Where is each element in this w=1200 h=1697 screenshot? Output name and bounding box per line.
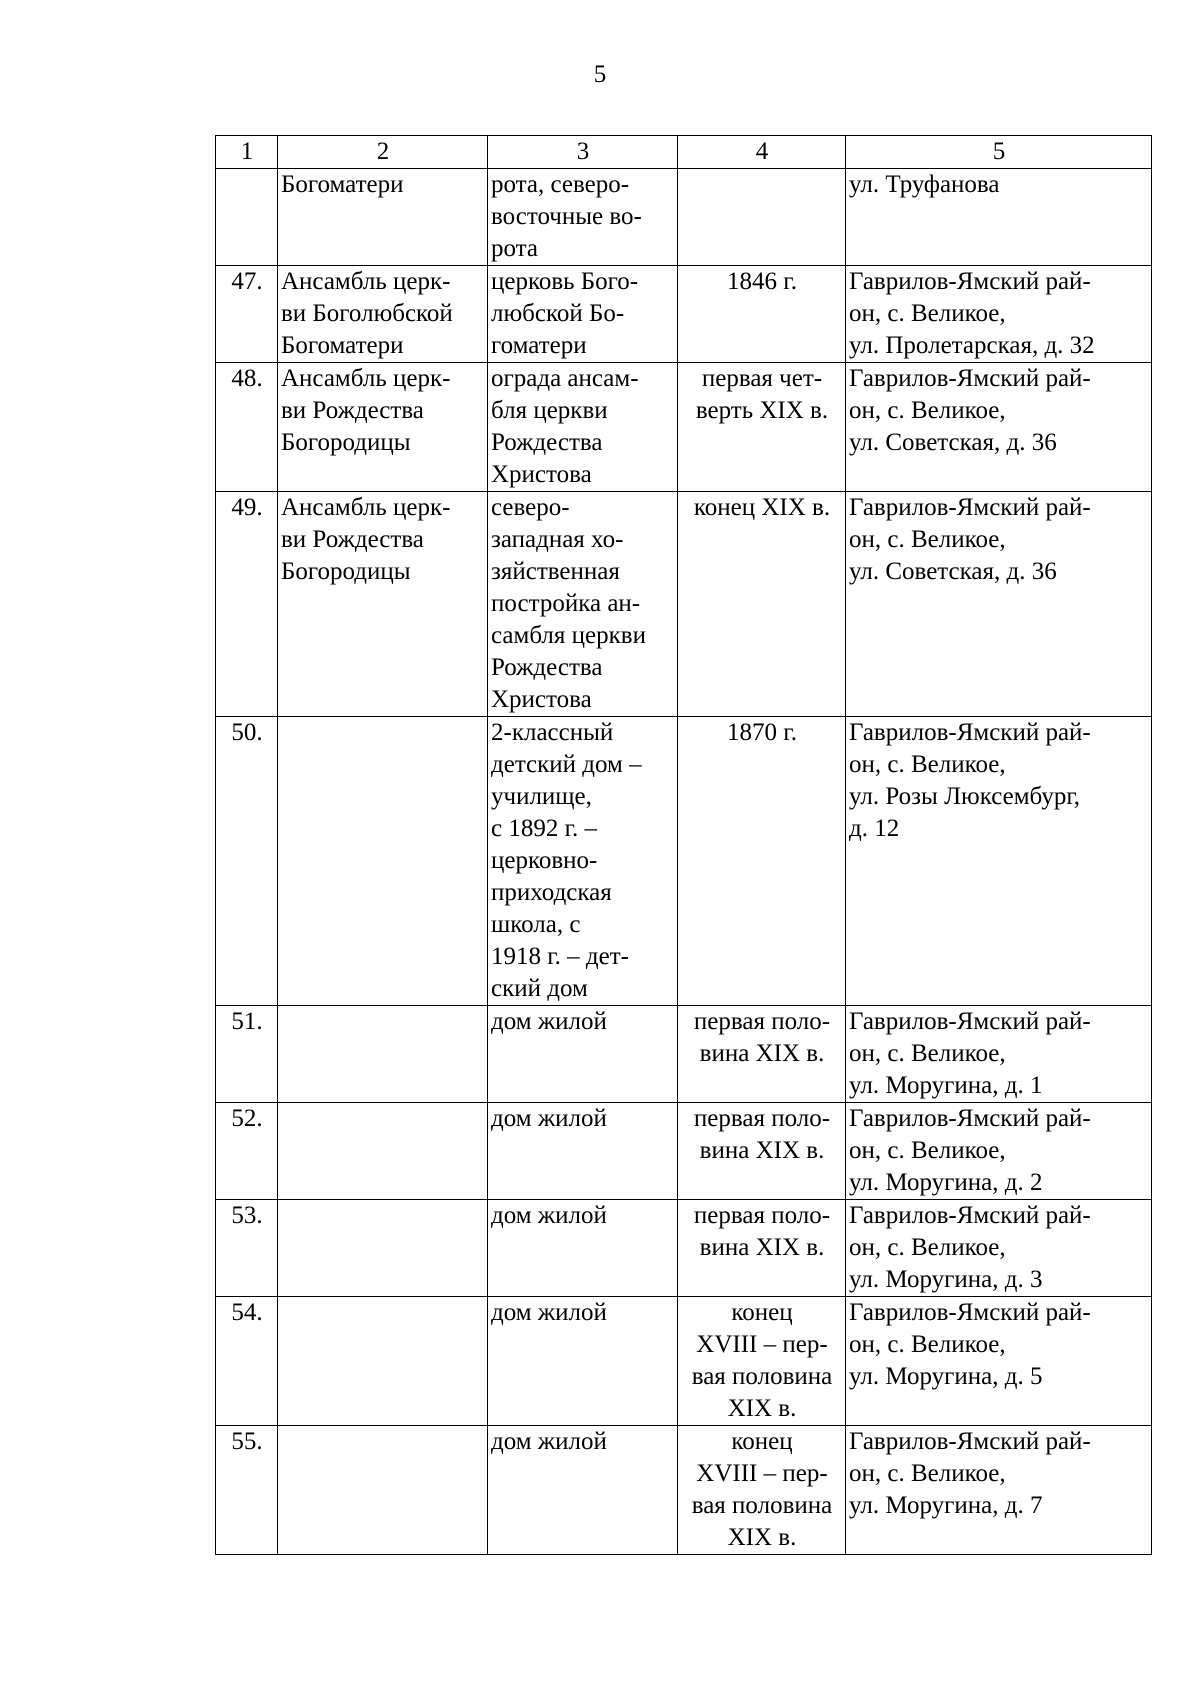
address-cell: Гаврилов-Ямский рай- он, с. Великое, ул. Моругина, д. 7 bbox=[846, 1426, 1152, 1555]
row-number-cell: 50. bbox=[216, 717, 278, 1006]
table-row bbox=[216, 363, 1152, 492]
row-number-cell bbox=[216, 169, 278, 266]
table-row bbox=[216, 169, 1152, 266]
dating-cell: первая чет- верть XIX в. bbox=[678, 363, 846, 492]
row-number-cell: 47. bbox=[216, 266, 278, 363]
dating-cell: 1870 г. bbox=[678, 717, 846, 1006]
table-body bbox=[216, 169, 1152, 1555]
column-header: 1 bbox=[216, 136, 278, 169]
ensemble-name-cell bbox=[278, 1006, 488, 1103]
dating-cell: первая поло- вина XIX в. bbox=[678, 1200, 846, 1297]
row-number-cell: 54. bbox=[216, 1297, 278, 1426]
object-name-cell: рота, северо- восточные во- рота bbox=[488, 169, 678, 266]
table-row bbox=[216, 1200, 1152, 1297]
address-cell: ул. Труфанова bbox=[846, 169, 1152, 266]
table-header-row bbox=[216, 136, 1152, 169]
ensemble-name-cell: Богоматери bbox=[278, 169, 488, 266]
address-cell: Гаврилов-Ямский рай- он, с. Великое, ул. Моругина, д. 5 bbox=[846, 1297, 1152, 1426]
dating-cell: конец XVIII – пер- вая половина XIX в. bbox=[678, 1426, 846, 1555]
dating-cell: конец XVIII – пер- вая половина XIX в. bbox=[678, 1297, 846, 1426]
object-name-cell: дом жилой bbox=[488, 1200, 678, 1297]
dating-cell: первая поло- вина XIX в. bbox=[678, 1103, 846, 1200]
table-row bbox=[216, 492, 1152, 717]
dating-cell: конец XIX в. bbox=[678, 492, 846, 717]
object-name-cell: ограда ансам- бля церкви Рождества Христова bbox=[488, 363, 678, 492]
address-cell: Гаврилов-Ямский рай- он, с. Великое, ул. Моругина, д. 3 bbox=[846, 1200, 1152, 1297]
table-row bbox=[216, 717, 1152, 1006]
ensemble-name-cell: Ансамбль церк- ви Рождества Богородицы bbox=[278, 492, 488, 717]
object-name-cell: дом жилой bbox=[488, 1103, 678, 1200]
address-cell: Гаврилов-Ямский рай- он, с. Великое, ул. Советская, д. 36 bbox=[846, 492, 1152, 717]
ensemble-name-cell: Ансамбль церк- ви Боголюбской Богоматери bbox=[278, 266, 488, 363]
object-name-cell: дом жилой bbox=[488, 1297, 678, 1426]
row-number-cell: 49. bbox=[216, 492, 278, 717]
row-number-cell: 55. bbox=[216, 1426, 278, 1555]
table-row bbox=[216, 1426, 1152, 1555]
column-header: 5 bbox=[846, 136, 1152, 169]
address-cell: Гаврилов-Ямский рай- он, с. Великое, ул. Моругина, д. 2 bbox=[846, 1103, 1152, 1200]
address-cell: Гаврилов-Ямский рай- он, с. Великое, ул. Розы Люксембург, д. 12 bbox=[846, 717, 1152, 1006]
row-number-cell: 53. bbox=[216, 1200, 278, 1297]
table-row bbox=[216, 1006, 1152, 1103]
object-name-cell: дом жилой bbox=[488, 1426, 678, 1555]
object-name-cell: 2-классный детский дом – училище, с 1892 г. – церковно- приходская школа, с 1918 г. – дет- ский дом bbox=[488, 717, 678, 1006]
page-number: 5 bbox=[593, 61, 607, 88]
column-header: 4 bbox=[678, 136, 846, 169]
dating-cell: первая поло- вина XIX в. bbox=[678, 1006, 846, 1103]
object-name-cell: дом жилой bbox=[488, 1006, 678, 1103]
ensemble-name-cell bbox=[278, 717, 488, 1006]
address-cell: Гаврилов-Ямский рай- он, с. Великое, ул. Моругина, д. 1 bbox=[846, 1006, 1152, 1103]
table-row bbox=[216, 1297, 1152, 1426]
ensemble-name-cell bbox=[278, 1103, 488, 1200]
dating-cell bbox=[678, 169, 846, 266]
row-number-cell: 48. bbox=[216, 363, 278, 492]
column-header: 2 bbox=[278, 136, 488, 169]
object-name-cell: церковь Бого- любской Бо- гоматери bbox=[488, 266, 678, 363]
row-number-cell: 52. bbox=[216, 1103, 278, 1200]
object-name-cell: северо- западная хо- зяйственная постройка ан- самбля церкви Рождества Христова bbox=[488, 492, 678, 717]
ensemble-name-cell bbox=[278, 1200, 488, 1297]
ensemble-name-cell bbox=[278, 1426, 488, 1555]
column-header: 3 bbox=[488, 136, 678, 169]
dating-cell: 1846 г. bbox=[678, 266, 846, 363]
address-cell: Гаврилов-Ямский рай- он, с. Великое, ул. Пролетарская, д. 32 bbox=[846, 266, 1152, 363]
table-row bbox=[216, 1103, 1152, 1200]
heritage-objects-table bbox=[215, 135, 1152, 1555]
table-row bbox=[216, 266, 1152, 363]
row-number-cell: 51. bbox=[216, 1006, 278, 1103]
ensemble-name-cell bbox=[278, 1297, 488, 1426]
ensemble-name-cell: Ансамбль церк- ви Рождества Богородицы bbox=[278, 363, 488, 492]
address-cell: Гаврилов-Ямский рай- он, с. Великое, ул. Советская, д. 36 bbox=[846, 363, 1152, 492]
